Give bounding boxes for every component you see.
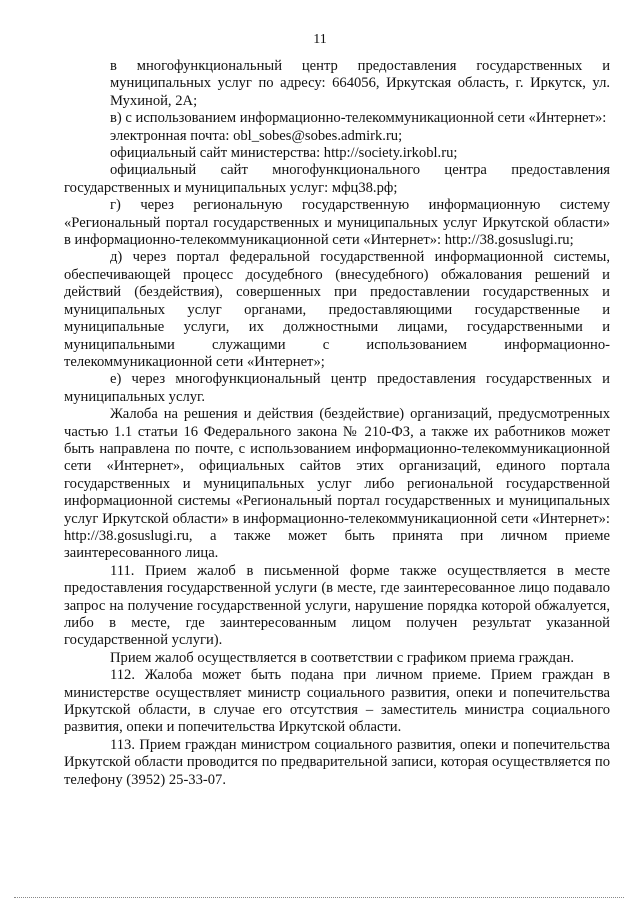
document-body xyxy=(64,58,610,789)
paragraph-internet: в) с использованием информационно-телекоммуникационной сети «Интернет»: xyxy=(110,110,607,127)
paragraph-mfc: е) через многофункциональный центр предоставления государственных и муниципальных услуг. xyxy=(64,371,610,405)
paragraph-mfc-address: в многофункциональный центр предоставления государственных и муниципальных услуг по адресу: 664056, Иркутская область, г. Иркутск, ул. Мухиной, 2А; xyxy=(110,58,610,109)
paragraph-regional-portal: г) через региональную государственную информационную систему «Региональный портал государственных и муниципальных услуг Иркутской области» в информационно-телекоммуникационной сети «Интернет»: http://38.gosuslugi.ru; xyxy=(64,197,610,249)
page-number: 11 xyxy=(313,32,327,47)
paragraph-email: электронная почта: obl_sobes@sobes.admirk.ru; xyxy=(110,127,403,144)
paragraph-complaint-organizations: Жалоба на решения и действия (бездействие) организаций, предусмотренных частью 1.1 статьи 16 Федерального закона № 210-ФЗ, а также их работников может быть направлена по почте, с использованием информационно-телекоммуникационной сети «Интернет», официальных сайтов этих организаций, единого портала государственных и муниципальных услуг либо региональной государственной информационной системы «Региональный портал государственных и муниципальных услуг Иркутской области» в информационно-телекоммуникационной сети «Интернет»: http://38.gosuslugi.ru, а также может быть принята при личном приеме заинтересованного лица. xyxy=(64,406,610,562)
bottom-divider xyxy=(14,897,624,898)
paragraph-113: 113. Прием граждан министром социального развития, опеки и попечительства Иркутской области проводится по предварительной записи, которая осуществляется по телефону (3952) 25-33-07. xyxy=(64,736,610,788)
paragraph-schedule: Прием жалоб осуществляется в соответствии с графиком приема граждан. xyxy=(110,649,574,666)
paragraph-111: 111. Прием жалоб в письменной форме также осуществляется в месте предоставления государственной услуги (в месте, где заинтересованное лицо подавало запрос на получение государственной услуги, нарушение порядка которой обжалуется, либо в месте, где заинтересованным лицом получен результат указанной государственной услуги). xyxy=(64,562,610,649)
paragraph-112: 112. Жалоба может быть подана при личном приеме. Прием граждан в министерстве осуществляет министр социального развития, опеки и попечительства Иркутской области, в случае его отсутствия – заместитель министра социального развития, опеки и попечительства Иркутской области. xyxy=(64,667,610,736)
paragraph-mfc-site: официальный сайт многофункционального центра предоставления государственных и муниципальных услуг: мфц38.рф; xyxy=(64,162,610,196)
paragraph-ministry-site: официальный сайт министерства: http://society.irkobl.ru; xyxy=(110,145,458,162)
paragraph-federal-portal: д) через портал федеральной государственной информационной системы, обеспечивающей процесс досудебного (внесудебного) обжалования решений и действий (бездействия), совершенных при предоставлении государственных и муниципальных услуг органами, предоставляющими государственные и муниципальные услуги, их должностными лицами, государственными и муниципальными служащими с использованием информационно-телекоммуникационной сети «Интернет»; xyxy=(64,249,610,370)
